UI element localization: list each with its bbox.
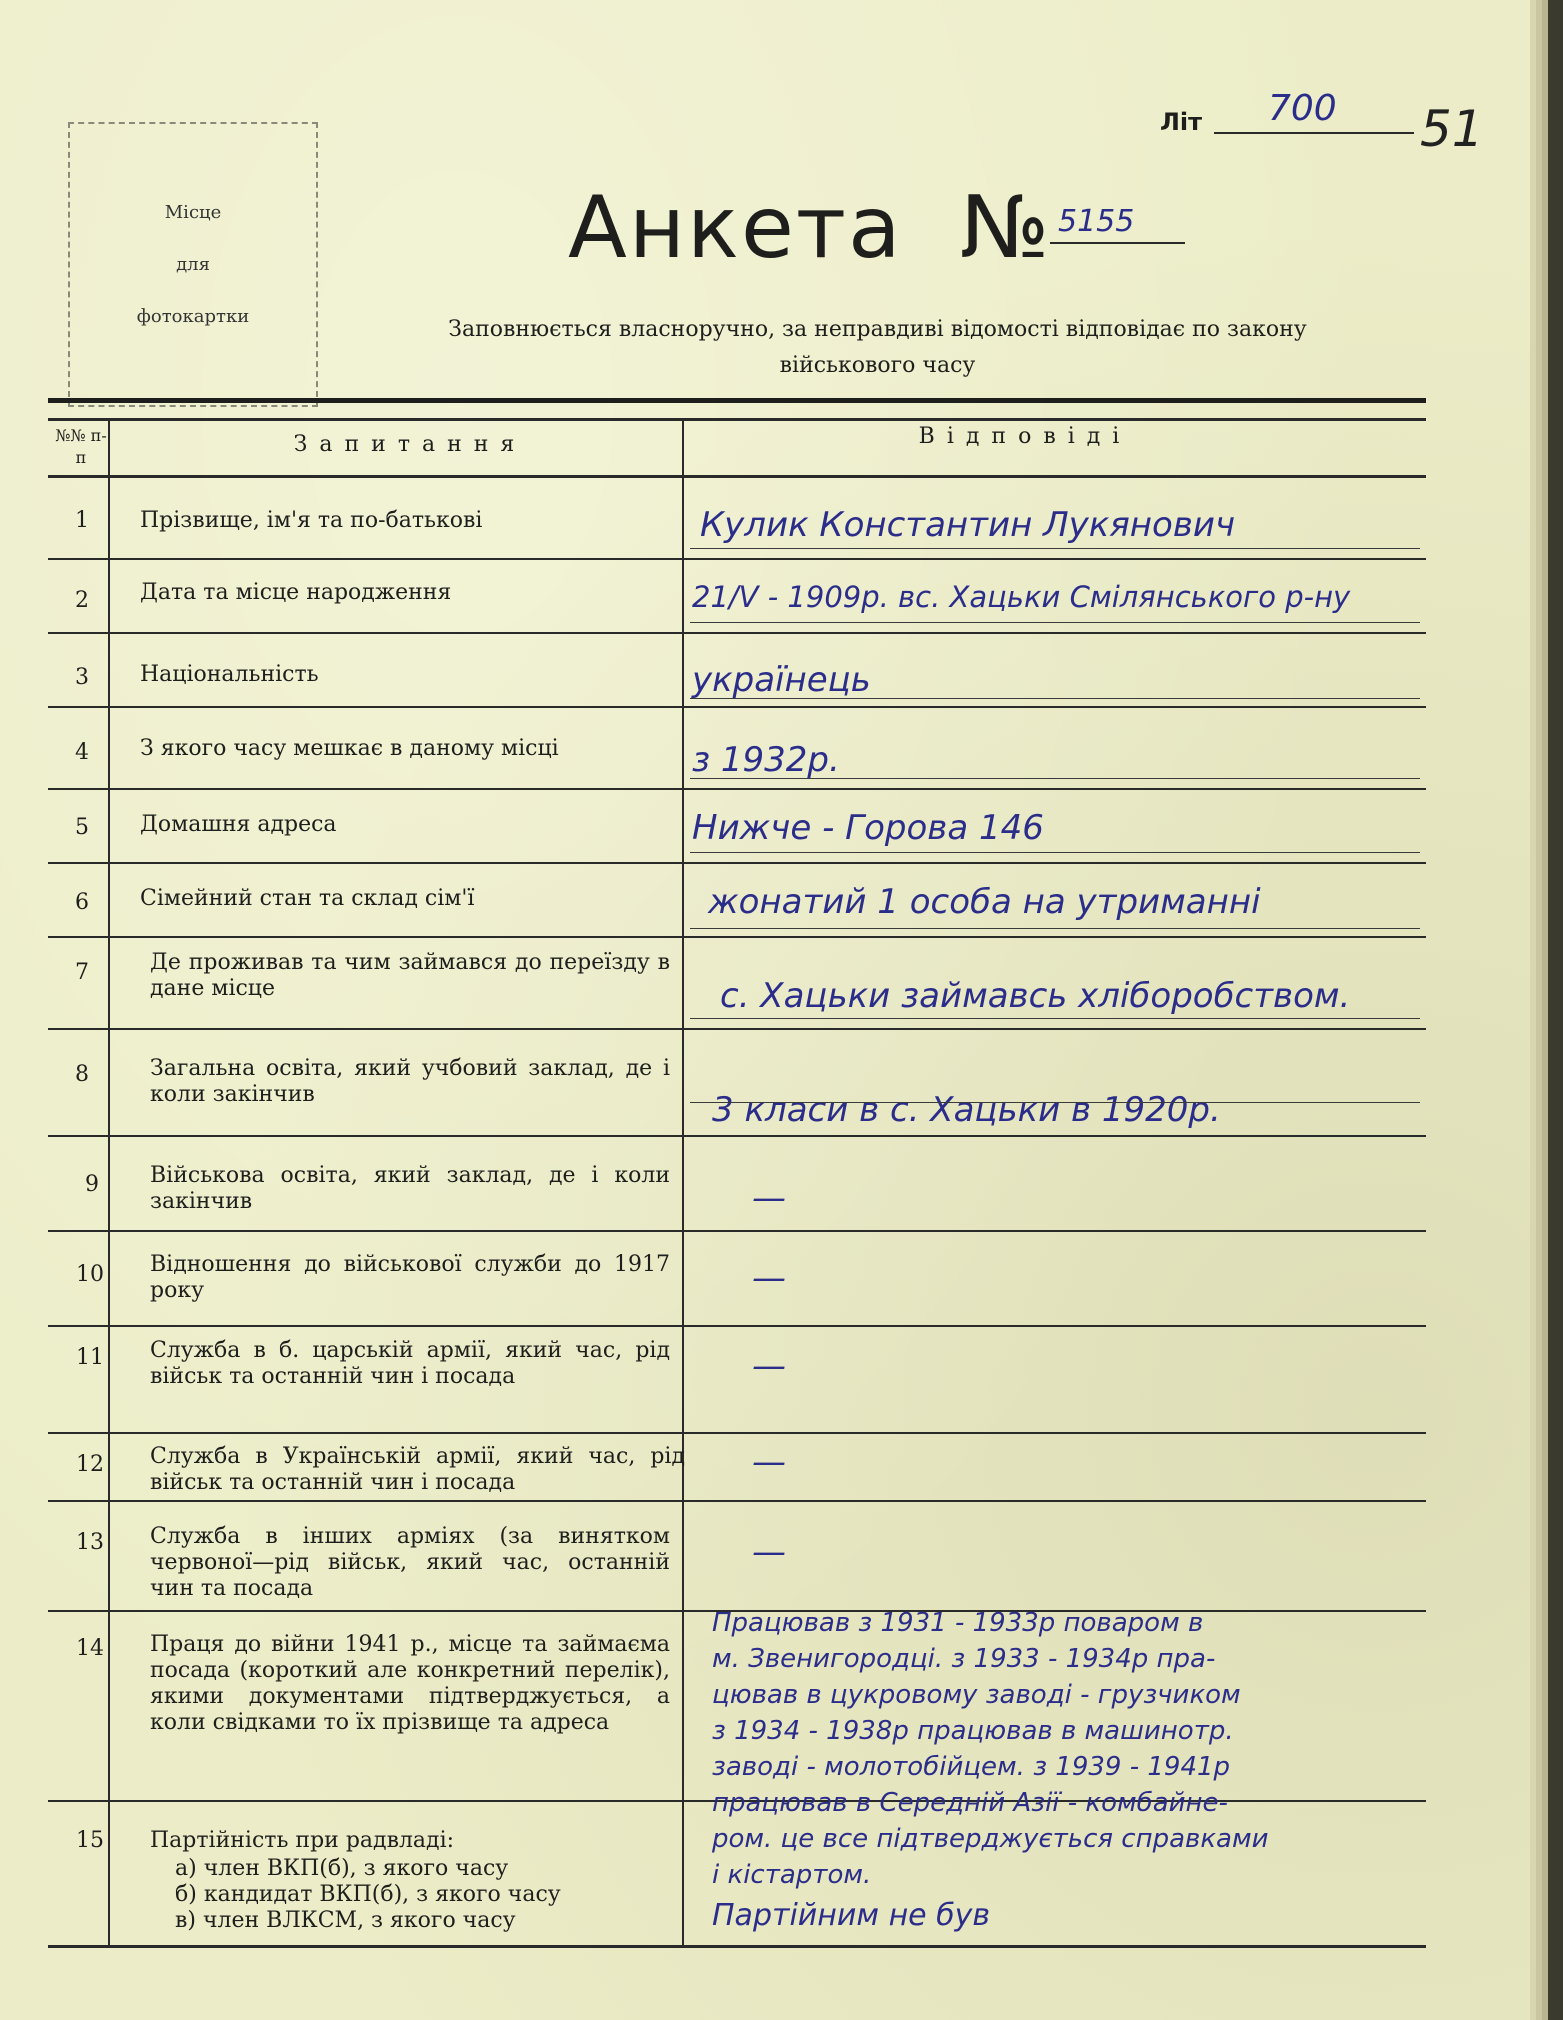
answer-14-line: ром. це все підтверджується справками: [712, 1824, 1269, 1854]
answer-text: с. Хацьки займавсь хліборобством.: [720, 976, 1351, 1016]
photo-placeholder: [68, 122, 318, 407]
answer-text: 21/V - 1909р. вс. Хацьки Смілянського р-ну: [692, 580, 1351, 614]
question-text: Праця до війни 1941 р., місце та займаєма посада (короткий але конкретний перелік), якими документами підтверджується, а коли свідками то їх прізвище та адреса: [150, 1632, 670, 1735]
answer-underline: [690, 698, 1420, 699]
row-number: 13: [76, 1530, 104, 1555]
header-bottom-rule: [48, 475, 1426, 478]
question-text: Прізвище, ім'я та по-батькові: [140, 508, 483, 533]
lit-label: Літ: [1160, 108, 1203, 136]
row-number: 11: [76, 1345, 104, 1370]
answer-underline: [690, 928, 1420, 929]
question-text: Національність: [140, 662, 319, 687]
row-separator: [48, 632, 1426, 634]
question-text: Сімейний стан та склад сім'ї: [140, 886, 475, 911]
answer-text: українець: [692, 660, 871, 700]
question-text: Домашня адреса: [140, 812, 337, 837]
column-header-number: №№ п-п: [55, 426, 107, 467]
answer-text: —: [752, 1346, 786, 1386]
form-number: 5155: [1058, 204, 1135, 239]
table-bottom-rule: [48, 1945, 1426, 1948]
answer-text: Нижче - Горова 146: [692, 808, 1044, 848]
row-separator: [48, 936, 1426, 938]
row-separator: [48, 788, 1426, 790]
subtitle: [350, 312, 1405, 384]
answer-text: —: [752, 1178, 786, 1218]
row-number: 9: [85, 1172, 99, 1197]
row-number: 7: [75, 960, 89, 985]
question-text: Служба в б. царській армії, який час, рід військ та останній чин і посада: [150, 1338, 670, 1389]
row-separator: [48, 1028, 1426, 1030]
column-divider-2: [682, 420, 684, 1945]
party-subitem: б) кандидат ВКП(б), з якого часу: [175, 1882, 561, 1907]
row-separator: [48, 558, 1426, 560]
row-separator: [48, 862, 1426, 864]
answer-14-line: і кістартом.: [712, 1860, 872, 1890]
answer-text: —: [752, 1258, 786, 1298]
answer-14-line: м. Звенигородці. з 1933 - 1934р пра-: [712, 1644, 1216, 1674]
question-text: Військова освіта, який заклад, де і коли закінчив: [150, 1163, 670, 1214]
row-separator: [48, 1135, 1426, 1137]
row-separator: [48, 1230, 1426, 1232]
photo-label-2: для: [176, 253, 210, 275]
answer-text: з 1932р.: [692, 740, 840, 780]
question-text: Загальна освіта, який учбовий заклад, де і коли закінчив: [150, 1056, 670, 1107]
answer-underline: [690, 622, 1420, 623]
answer-underline: [690, 1018, 1420, 1019]
row-number: 10: [76, 1262, 104, 1287]
party-subitem: в) член ВЛКСМ, з якого часу: [175, 1908, 516, 1933]
answer-underline: [690, 778, 1420, 779]
question-text: Служба в інших арміях (за винятком червоної—рід військ, який час, останній чин та посада: [150, 1524, 670, 1601]
answer-underline: [690, 852, 1420, 853]
row-number: 5: [75, 815, 89, 840]
question-text: З якого часу мешкає в даному місці: [140, 736, 559, 761]
answer-14-line: з 1934 - 1938р працював в машинотр.: [712, 1716, 1234, 1746]
number-underline: [1050, 242, 1185, 244]
answer-underline: [690, 1102, 1420, 1103]
table-top-rule-2: [48, 418, 1426, 421]
answer-14-line: Працював з 1931 - 1933р поваром в: [712, 1608, 1204, 1638]
page-title: Анкета: [568, 178, 903, 278]
answer-text: —: [752, 1532, 786, 1572]
row-number: 1: [75, 508, 89, 533]
number-sign: №: [960, 178, 1050, 278]
answer-14-block: [712, 1605, 1507, 1893]
subtitle-line-1: Заповнюється власноручно, за неправдиві відомості відповідає по закону: [448, 317, 1307, 342]
answer-text: —: [752, 1442, 786, 1482]
sheet-number: 51: [1420, 100, 1484, 158]
answer-underline: [690, 548, 1420, 549]
question-text: Партійність при радвладі:: [150, 1828, 455, 1853]
lit-value: 700: [1268, 88, 1337, 129]
row-number: 15: [76, 1828, 104, 1853]
answer-14-line: заводі - молотобійцем. з 1939 - 1941р: [712, 1752, 1231, 1782]
lit-underline: [1214, 132, 1414, 134]
row-separator: [48, 1500, 1426, 1502]
row-number: 12: [76, 1452, 104, 1477]
subtitle-line-2: військового часу: [779, 353, 976, 378]
answer-text: 3 класи в с. Хацьки в 1920р.: [712, 1090, 1221, 1130]
answer-text: Партійним не був: [712, 1898, 991, 1933]
question-text: Служба в Українській армії, який час, рід військ та останній чин і посада: [150, 1444, 685, 1495]
row-number: 2: [75, 588, 89, 613]
question-text: Відношення до військової служби до 1917 року: [150, 1252, 670, 1303]
row-number: 14: [76, 1636, 104, 1661]
row-separator: [48, 1325, 1426, 1327]
row-number: 6: [75, 890, 89, 915]
answer-14-line: цював в цукровому заводі - грузчиком: [712, 1680, 1241, 1710]
party-subitems: [175, 1856, 680, 1934]
row-number: 4: [75, 740, 89, 765]
row-number: 3: [75, 665, 89, 690]
answer-14-line: працював в Середній Азії - комбайне-: [712, 1788, 1228, 1818]
column-header-answer: Відповіді: [918, 424, 1132, 449]
row-number: 8: [75, 1062, 89, 1087]
answer-text: жонатий 1 особа на утриманні: [708, 882, 1261, 922]
column-header-question: Запитання: [293, 432, 527, 457]
row-separator: [48, 706, 1426, 708]
party-subitem: а) член ВКП(б), з якого часу: [175, 1856, 509, 1881]
question-text: Де проживав та чим займався до переїзду в дане місце: [150, 950, 670, 1001]
row-separator: [48, 1432, 1426, 1434]
answer-text: Кулик Константин Лукянович: [700, 505, 1236, 545]
table-top-rule: [48, 398, 1426, 403]
photo-label-3: фотокартки: [136, 305, 250, 327]
question-text: Дата та місце народження: [140, 580, 452, 605]
photo-label-1: Місце: [164, 201, 222, 223]
